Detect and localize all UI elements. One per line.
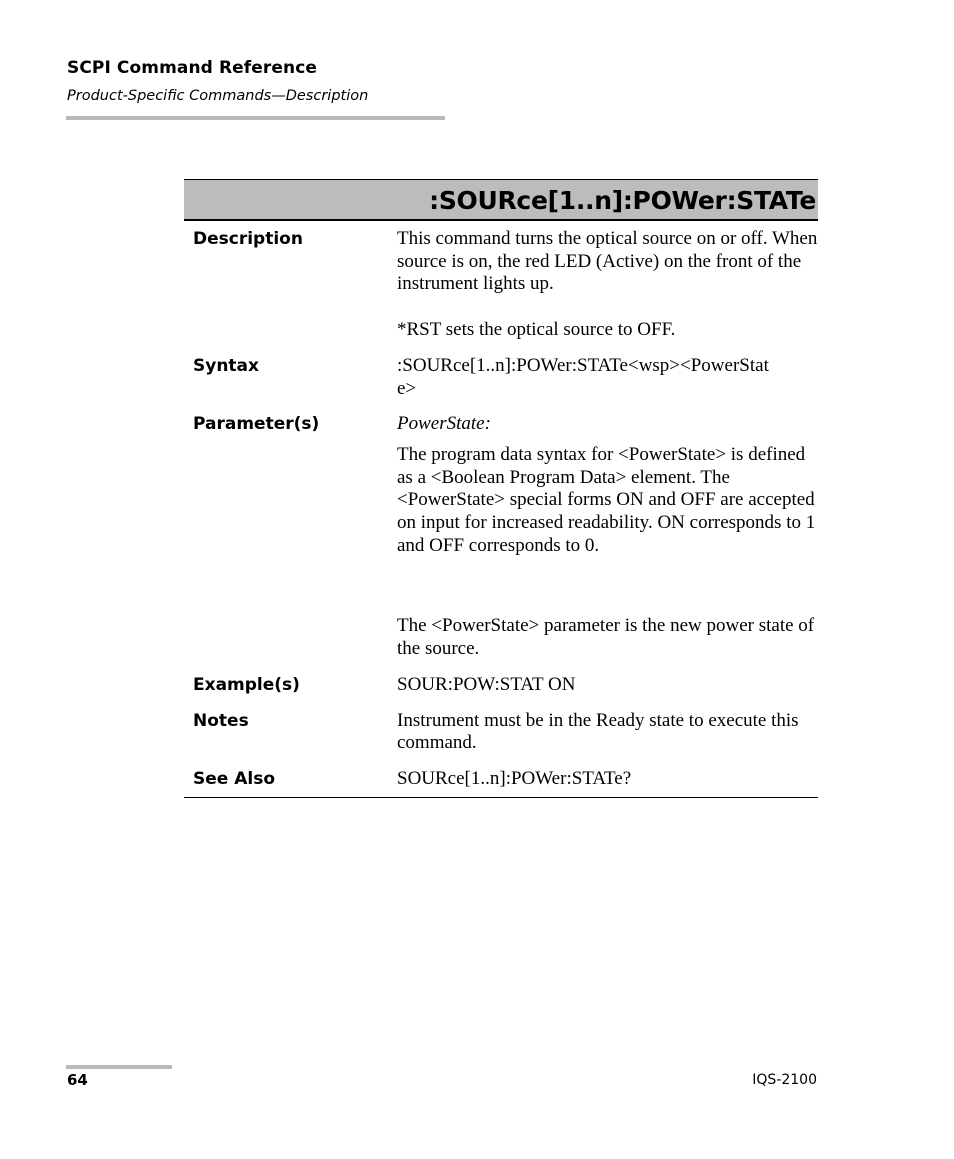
header-rule <box>66 116 445 120</box>
see-also-row <box>184 768 818 791</box>
description-label: Description <box>193 229 303 249</box>
page-number: 64 <box>67 1071 88 1089</box>
examples-row <box>184 674 818 697</box>
notes-content <box>397 710 818 755</box>
description-content <box>397 228 818 342</box>
section-title: SCPI Command Reference <box>67 58 318 78</box>
parameters-label: Parameter(s) <box>193 414 320 435</box>
parameter-description: The program data syntax for <PowerState> is defined as a <Boolean Program Data> element. The <PowerState> special forms ON and OFF are accepted on input for increased readability. ON corresponds to 1 and OFF corresponds to 0. <box>397 443 816 556</box>
command-name: :SOURce[1..n]:POWer:STATe <box>429 186 816 215</box>
description-row <box>184 228 818 342</box>
footer-rule <box>66 1065 172 1069</box>
syntax-row <box>184 355 818 400</box>
parameter-meaning: The <PowerState> parameter is the new power state of the source. <box>397 615 815 660</box>
syntax-label: Syntax <box>193 355 259 376</box>
see-also-text: SOURce[1..n]:POWer:STATe? <box>397 767 632 789</box>
see-also-content <box>397 768 818 791</box>
syntax-line-1: :SOURce[1..n]:POWer:STATe<wsp><PowerStat <box>397 354 769 376</box>
example-text: SOUR:POW:STAT ON <box>397 673 576 695</box>
running-header <box>67 57 445 106</box>
notes-label: Notes <box>193 710 249 731</box>
syntax-line-2: e> <box>397 377 417 399</box>
parameters-row <box>184 413 818 661</box>
see-also-label: See Also <box>193 768 276 789</box>
parameter-name: PowerState: <box>397 413 491 435</box>
syntax-content <box>397 355 818 400</box>
command-table <box>184 179 818 798</box>
command-banner <box>184 179 818 221</box>
examples-content <box>397 674 818 697</box>
notes-text: Instrument must be in the Ready state to execute this command. <box>397 709 799 754</box>
section-subtitle: Product-Specific Commands—Description <box>67 88 369 104</box>
parameters-content <box>397 413 818 661</box>
notes-row <box>184 710 818 755</box>
description-rst-text: *RST sets the optical source to OFF. <box>397 319 676 341</box>
examples-label: Example(s) <box>193 674 300 695</box>
document-id: IQS-2100 <box>752 1072 817 1088</box>
command-rows <box>184 228 818 798</box>
description-text: This command turns the optical source on or off. When source is on, the red LED (Active) on the front of the instrument lights up. <box>397 228 818 295</box>
